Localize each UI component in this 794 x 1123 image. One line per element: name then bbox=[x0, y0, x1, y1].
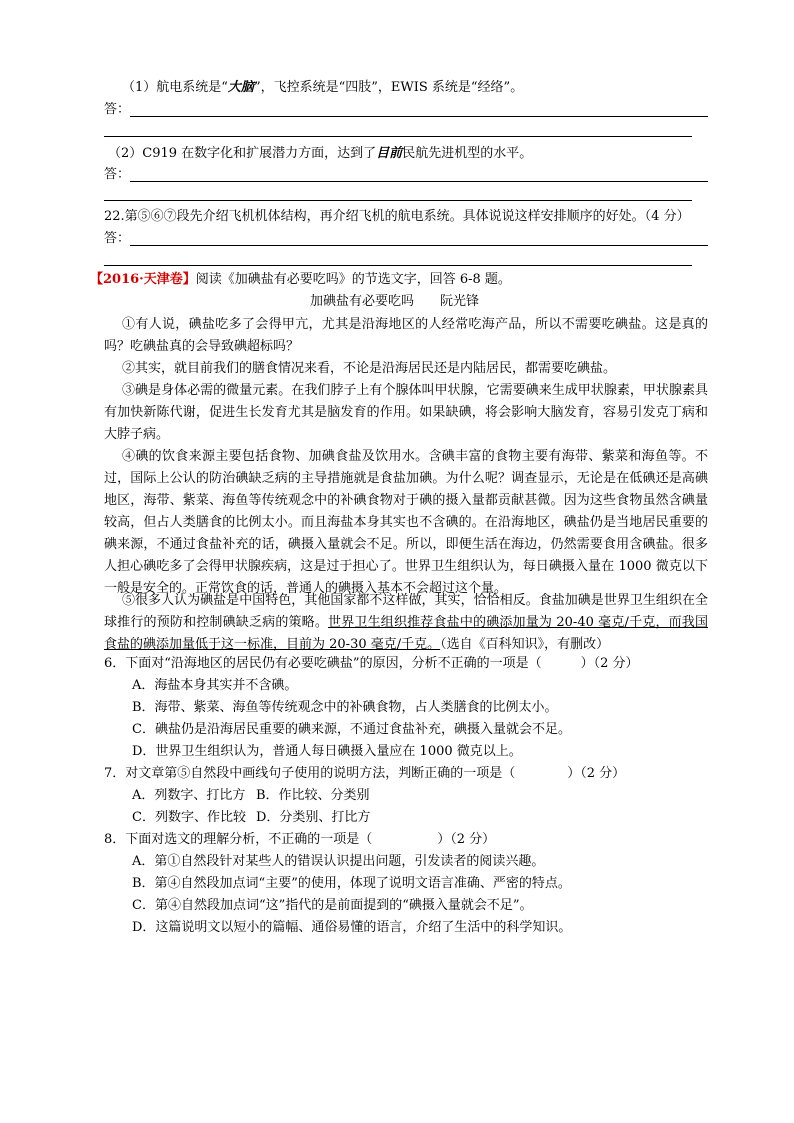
answer-line[interactable] bbox=[104, 136, 692, 137]
answer-line[interactable] bbox=[104, 200, 692, 201]
article-title: 加碘盐有必要吃吗 bbox=[310, 294, 415, 309]
paragraph-5: ⑤很多人认为碘盐是中国特色，其他国家都不这样做，其实，恰恰相反。食盐加碘是世界卫生组织在全球推行的预防和控制碘缺乏病的策略。世界卫生组织推荐食盐中的碘添加量为 20-40 毫克/千克，而我国食盐的碘添加量低于这一标准，目前为 20-30 毫克/千克。（选自《百科知识》，有删改） bbox=[104, 593, 708, 652]
option-b[interactable]: B．作比较、分类别 bbox=[256, 788, 370, 803]
source-tag: 【2016·天津卷】 bbox=[90, 272, 196, 287]
answer-line[interactable] bbox=[130, 245, 708, 246]
option-d[interactable]: D．这篇说明文以短小的篇幅、通俗易懂的语言，介绍了生活中的科学知识。 bbox=[132, 920, 572, 935]
question-6: 6．下面对“沿海地区的居民仍有必要吃碘盐”的原因，分析不正确的一项是（ ）（2 分） bbox=[104, 656, 639, 671]
answer-label: 答： bbox=[104, 167, 131, 182]
option-c[interactable]: C．碘盐仍是沿海居民重要的碘来源，不通过食盐补充，碘摄入量就会不足。 bbox=[132, 722, 571, 737]
question-22: 22.第⑤⑥⑦段先介绍飞机机体结构，再介绍飞机的航电系统。具体说说这样安排顺序的好处。（4 分） bbox=[104, 209, 690, 224]
emphasized-word: 大脑 bbox=[227, 80, 254, 95]
answer-label: 答： bbox=[104, 102, 131, 117]
option-b[interactable]: B．海带、紫菜、海鱼等传统观念中的补碘食物，占人类膳食的比例太小。 bbox=[132, 700, 558, 715]
paragraph-1: ①有人说，碘盐吃多了会得甲亢，尤其是沿海地区的人经常吃海产品，所以不需要吃碘盐。这是真的吗？吃碘盐真的会导致碘超标吗？ bbox=[104, 317, 708, 354]
option-b[interactable]: B．第④自然段加点词“主要”的使用，体现了说明文语言准确、严密的特点。 bbox=[132, 876, 571, 891]
paragraph-3: ③碘是身体必需的微量元素。在我们脖子上有个腺体叫甲状腺，它需要碘来生成甲状腺素，甲状腺素具有加快新陈代谢，促进生长发育尤其是脑发育的作用。如果缺碘，将会影响大脑发育，容易引发克丁病和大脖子病。 bbox=[104, 383, 708, 442]
section-intro: 【2016·天津卷】阅读《加碘盐有必要吃吗》的节选文字，回答 6-8 题。 bbox=[90, 272, 511, 287]
answer-line[interactable] bbox=[104, 265, 692, 266]
paragraph-4: ④碘的饮食来源主要包括食物、加碘食盐及饮用水。含碘丰富的食物主要有海带、紫菜和海鱼等。不过，国际上公认的防治碘缺乏病的主导措施就是食盐加碘。为什么呢？调查显示，无论是在低碘还是高碘地区，海带、紫菜、海鱼等传统观念中的补碘食物对于碘的摄入量都贡献甚微。因为这些食物虽然含碘量较高，但占人类膳食的比例太小。而且海盐本身其实也不含碘的。在沿海地区，碘盐仍是当地居民重要的碘来源，不通过食盐补充的话，碘摄入量就会不足。所以，即便生活在海边，仍然需要食用含碘盐。很多人担心碘吃多了会得甲状腺疾病，这是过于担心了。世界卫生组织认为，每日碘摄入量在 1000 微克以下一般是安全的。正常饮食的话，普通人的碘摄入基本不会超过这个量。 bbox=[104, 449, 708, 596]
underlined-sentence: 世界卫生组织推荐食盐中的碘添加量为 20-40 毫克/千克，而我国食盐的碘添加量低于这一标准，目前为 20-30 毫克/千克。 bbox=[104, 615, 708, 652]
question-7: 7．对文章第⑤自然段中画线句子使用的说明方法，判断正确的一项是（ ）（2 分） bbox=[104, 766, 626, 781]
question-8: 8．下面对选文的理解分析，不正确的一项是（ ）（2 分） bbox=[104, 832, 496, 847]
option-d[interactable]: D．世界卫生组织认为，普通人每日碘摄入量应在 1000 微克以上。 bbox=[132, 744, 522, 759]
answer-label: 答： bbox=[104, 231, 131, 246]
article-heading bbox=[310, 292, 479, 312]
option-c[interactable]: C．列数字、作比较 bbox=[132, 810, 246, 825]
paragraph-2: ②其实，就目前我们的膳食情况来看，不论是沿海居民还是内陆居民，都需要吃碘盐。 bbox=[122, 361, 617, 376]
article-author: 阮光锋 bbox=[440, 294, 480, 309]
option-c[interactable]: C．第④自然段加点词“这”指代的是前面提到的“碘摄入量就会不足”。 bbox=[132, 898, 533, 913]
option-d[interactable]: D．分类别、打比方 bbox=[256, 810, 371, 825]
option-a[interactable]: A．海盐本身其实并不含碘。 bbox=[132, 678, 298, 693]
option-a[interactable]: A．列数字、打比方 bbox=[132, 788, 246, 803]
option-a[interactable]: A．第①自然段针对某些人的错误认识提出问题，引发读者的阅读兴趣。 bbox=[132, 854, 545, 869]
question-part-1: （1）航电系统是“大脑”，飞控系统是“四肢”，EWIS 系统是“经络”。 bbox=[122, 80, 524, 95]
question-part-2: （2）C919 在数字化和扩展潜力方面，达到了目前民航先进机型的水平。 bbox=[108, 146, 533, 161]
emphasized-word: 目前 bbox=[376, 146, 403, 161]
answer-line[interactable] bbox=[130, 181, 708, 182]
answer-line[interactable] bbox=[130, 116, 708, 117]
